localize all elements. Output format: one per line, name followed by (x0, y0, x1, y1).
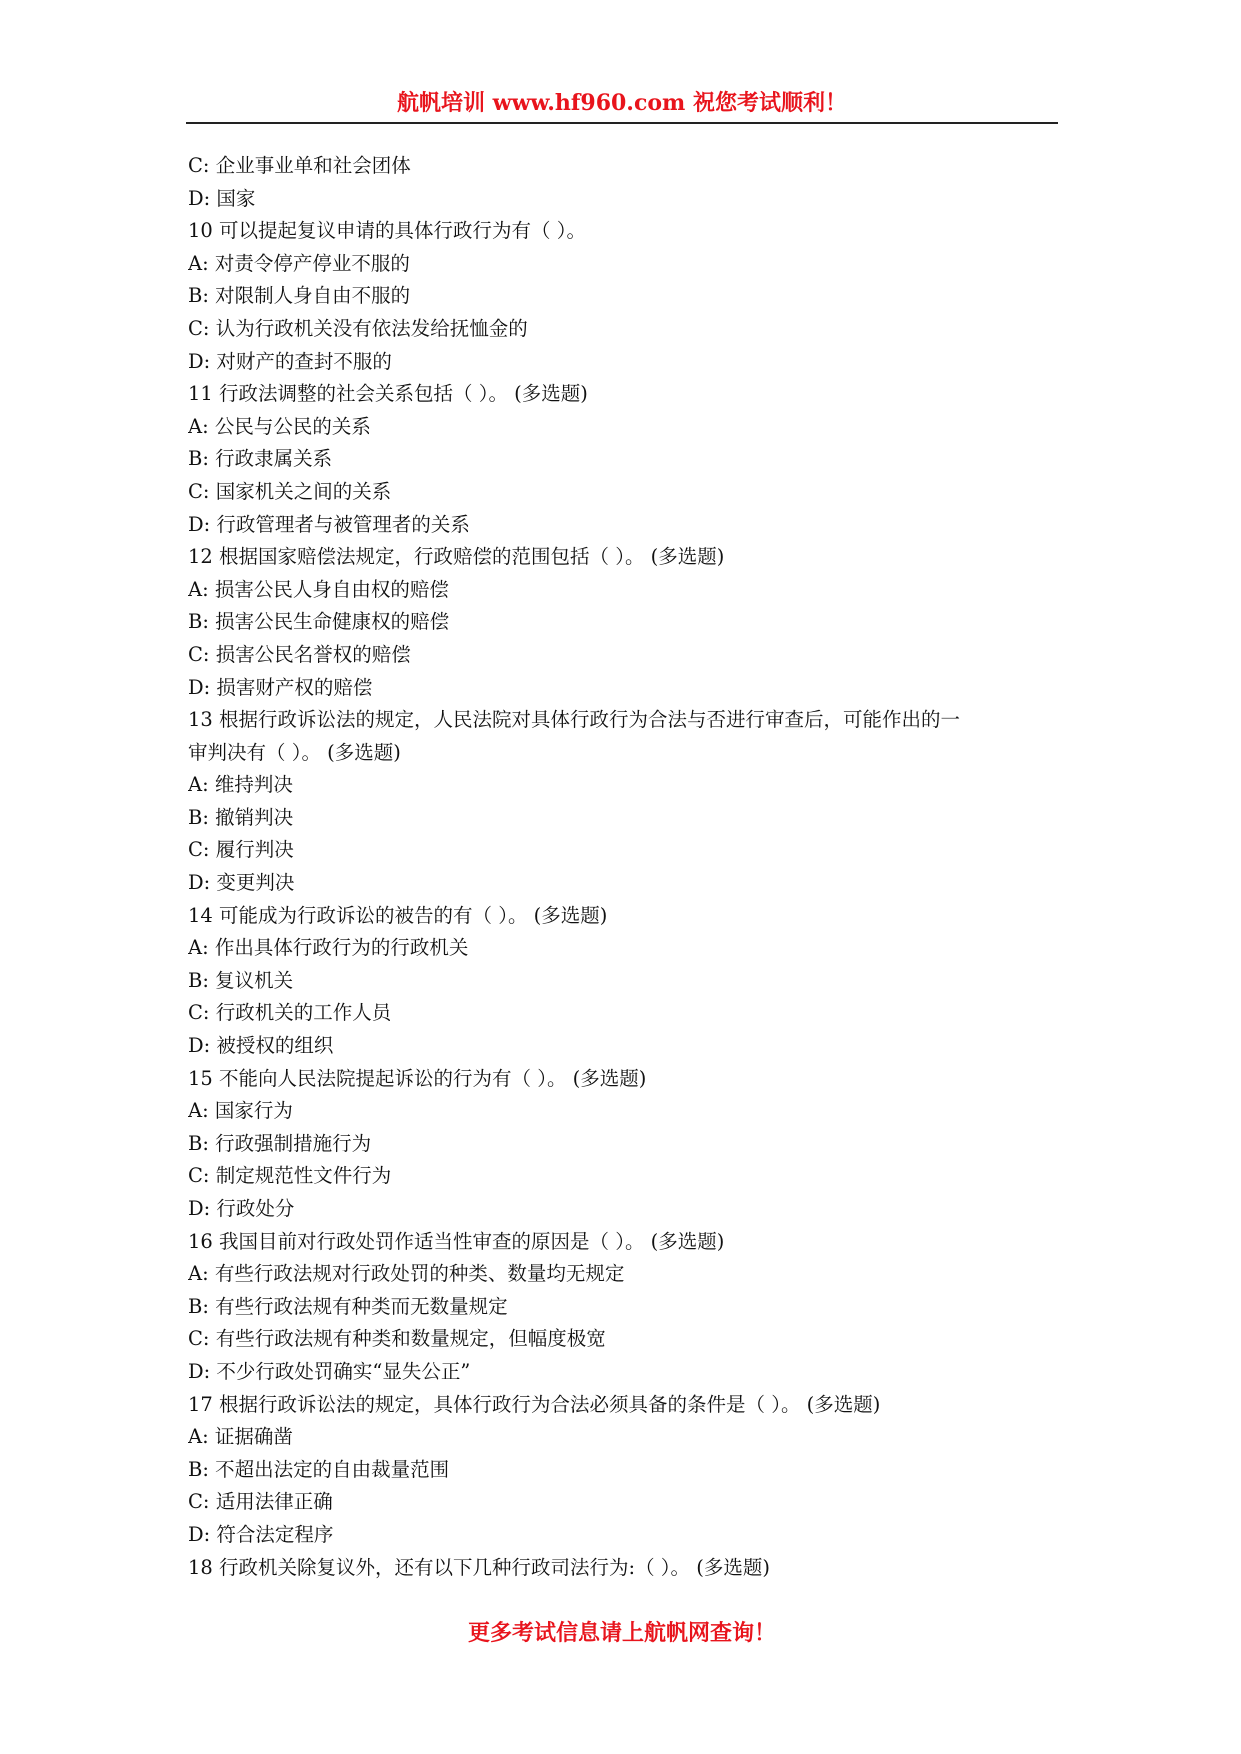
text-line: C: 行政机关的工作人员 (188, 1001, 392, 1025)
text-line: A: 公民与公民的关系 (188, 414, 371, 438)
text-line: B: 损害公民生命健康权的赔偿 (188, 610, 450, 634)
text-line: A: 证据确凿 (188, 1425, 293, 1449)
text-line: B: 对限制人身自由不服的 (188, 284, 411, 308)
text-line: B: 撤销判决 (188, 805, 294, 829)
text-line: C: 制定规范性文件行为 (188, 1164, 392, 1188)
text-line: C: 认为行政机关没有依法发给抚恤金的 (188, 316, 528, 340)
text-line: D: 变更判决 (188, 871, 295, 895)
page-footer: 更多考试信息请上航帆网查询！ (467, 1620, 776, 1646)
header-divider (186, 122, 1058, 124)
text-line: 11 行政法调整的社会关系包括（ ）。 (多选题) (188, 382, 588, 406)
text-line: B: 行政强制措施行为 (188, 1131, 372, 1155)
text-line: A: 损害公民人身自由权的赔偿 (188, 577, 449, 601)
text-line: D: 行政管理者与被管理者的关系 (188, 512, 470, 536)
text-line: 16 我国目前对行政处罚作适当性审查的原因是（ ）。 (多选题) (188, 1229, 725, 1253)
page-header: 航帆培训 www.hf960.com 祝您考试顺利！ (397, 90, 847, 116)
text-line: D: 符合法定程序 (188, 1522, 334, 1546)
text-line: A: 对责令停产停业不服的 (188, 251, 410, 275)
text-line: 14 可能成为行政诉讼的被告的有（ ）。 (多选题) (188, 903, 608, 927)
text-line: D: 国家 (188, 186, 256, 210)
text-line: 15 不能向人民法院提起诉讼的行为有（ ）。 (多选题) (188, 1066, 647, 1090)
text-line: A: 有些行政法规对行政处罚的种类、数量均无规定 (188, 1262, 625, 1286)
text-line: C: 有些行政法规有种类和数量规定，但幅度极宽 (188, 1327, 606, 1351)
text-line: A: 国家行为 (188, 1099, 293, 1123)
text-line: C: 履行判决 (188, 838, 294, 862)
text-line: B: 复议机关 (188, 968, 294, 992)
text-line: A: 作出具体行政行为的行政机关 (188, 936, 469, 960)
text-line: D: 不少行政处罚确实“显失公正” (188, 1359, 471, 1383)
text-line: D: 被授权的组织 (188, 1034, 334, 1058)
text-line: C: 适用法律正确 (188, 1490, 333, 1514)
text-line: 12 根据国家赔偿法规定，行政赔偿的范围包括（ ）。 (多选题) (188, 545, 725, 569)
text-line: C: 损害公民名誉权的赔偿 (188, 642, 411, 666)
text-line: 审判决有（ ）。 (多选题) (188, 740, 401, 764)
text-line: B: 行政隶属关系 (188, 447, 333, 471)
text-line: D: 行政处分 (188, 1197, 295, 1220)
text-line: A: 维持判决 (188, 773, 293, 797)
question-list (188, 150, 1060, 1584)
text-line: B: 有些行政法规有种类而无数量规定 (188, 1294, 508, 1318)
text-line: 13 根据行政诉讼法的规定，人民法院对具体行政行为合法与否进行审查后，可能作出的一 (188, 708, 961, 732)
text-line: 18 行政机关除复议外，还有以下几种行政司法行为:（ ）。 (多选题) (188, 1555, 770, 1579)
text-line: B: 不超出法定的自由裁量范围 (188, 1457, 450, 1481)
text-line: C: 企业事业单和社会团体 (188, 154, 411, 177)
text-line: 10 可以提起复议申请的具体行政行为有（ ）。 (188, 219, 586, 243)
text-line: 17 根据行政诉讼法的规定，具体行政行为合法必须具备的条件是（ ）。 (多选题) (188, 1392, 881, 1416)
text-line: C: 国家机关之间的关系 (188, 479, 392, 503)
text-line: D: 对财产的查封不服的 (188, 349, 392, 373)
text-line: D: 损害财产权的赔偿 (188, 675, 373, 699)
